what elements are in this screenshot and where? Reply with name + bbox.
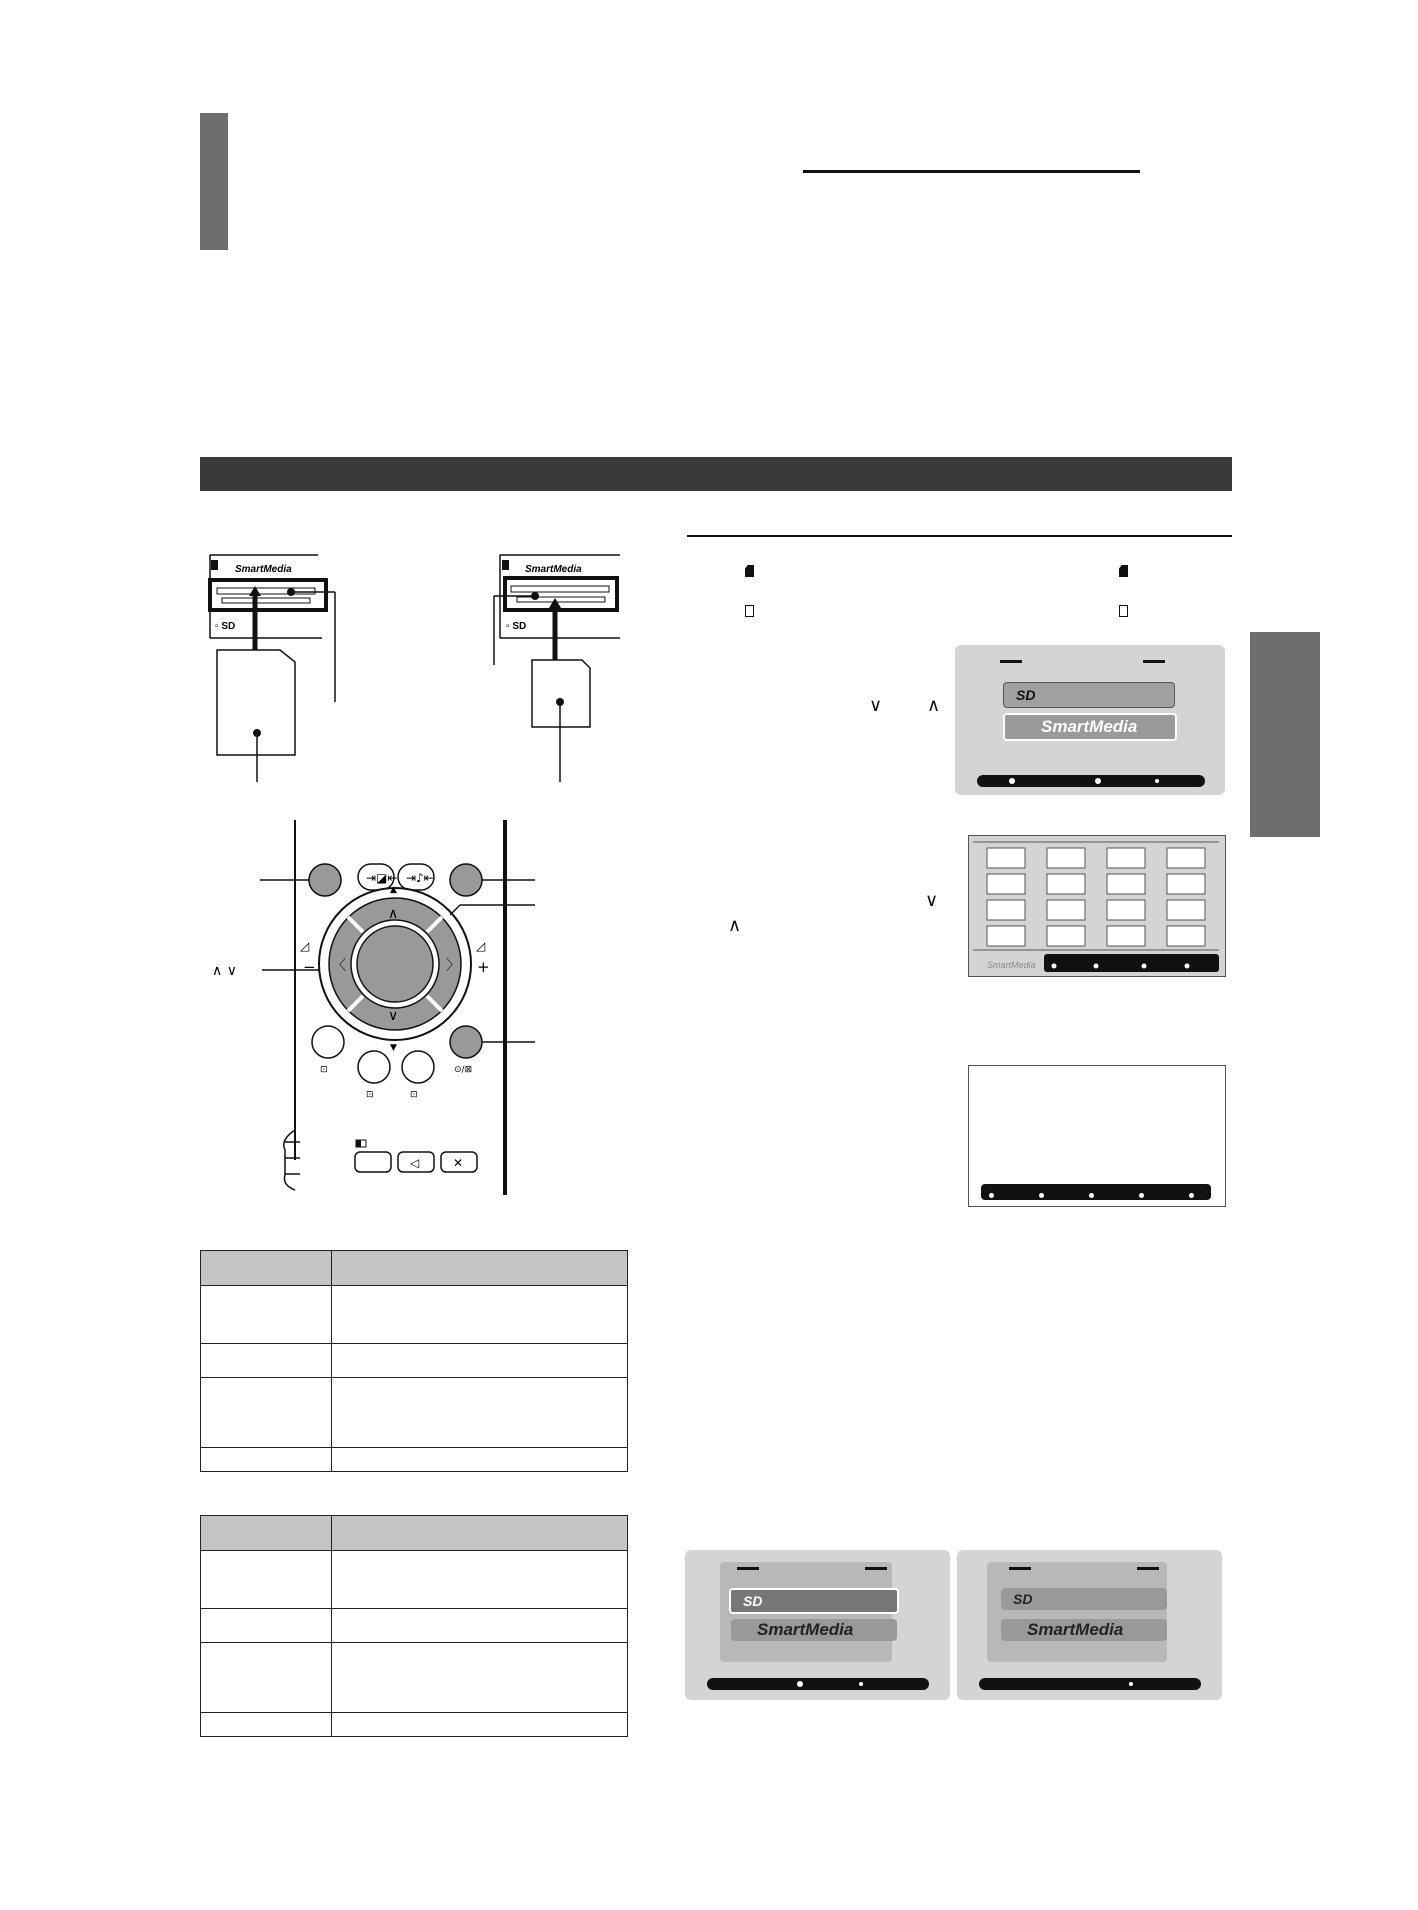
section-header-bar (200, 457, 1232, 491)
title-underline (803, 170, 1140, 173)
up-glyph-1: ∧ (927, 695, 941, 716)
svg-text:⊡: ⊡ (410, 1090, 418, 1100)
down-glyph-2: ∨ (925, 890, 939, 911)
svg-text:▫ SD: ▫ SD (506, 621, 527, 632)
up-glyph-2: ∧ (728, 915, 742, 936)
smartmedia-card-icon-left (745, 565, 754, 577)
remote-control-diagram (210, 820, 550, 1200)
smartmedia-option-dim-2[interactable]: SmartMedia (1001, 1619, 1167, 1641)
svg-text:▼: ▼ (390, 1043, 397, 1053)
svg-text:⊙/⊠: ⊙/⊠ (454, 1065, 473, 1075)
card-slot-diagram-smartmedia (195, 550, 345, 790)
svg-text:⇥◪⇤: ⇥◪⇤ (366, 871, 398, 885)
thumbnail-screen (968, 835, 1226, 977)
card-select-screen (955, 645, 1225, 795)
svg-text:∧: ∧ (388, 906, 399, 922)
svg-text:∨: ∨ (388, 1008, 399, 1024)
subsection-rule (687, 535, 1232, 537)
svg-text:+: + (477, 958, 490, 976)
svg-text:SmartMedia: SmartMedia (235, 564, 292, 575)
card-slot-diagram-sd (480, 550, 630, 790)
svg-text:−: − (303, 958, 316, 976)
smartmedia-card-icon-right (1119, 565, 1128, 577)
svg-text:⇥♪⇤: ⇥♪⇤ (406, 871, 434, 885)
spec-table-2 (200, 1515, 628, 1737)
svg-text:▲: ▲ (390, 885, 397, 895)
svg-text:SmartMedia: SmartMedia (525, 564, 582, 575)
spec-table-1 (200, 1250, 628, 1472)
chapter-tab (200, 113, 228, 250)
sd-card-icon-left (745, 605, 754, 617)
svg-text:SmartMedia: SmartMedia (987, 960, 1036, 970)
side-tab (1250, 632, 1320, 837)
sd-card-icon-right (1119, 605, 1128, 617)
svg-text:⊡: ⊡ (366, 1090, 374, 1100)
svg-text:◿: ◿ (300, 939, 310, 953)
svg-text:◿: ◿ (476, 939, 486, 953)
svg-text:▫ SD: ▫ SD (215, 621, 236, 632)
sd-option-dim[interactable]: SD (1001, 1588, 1167, 1610)
sd-option-selected[interactable]: SD (729, 1588, 899, 1614)
smartmedia-option[interactable]: SmartMedia (1003, 713, 1177, 741)
image-view-screen (968, 1065, 1226, 1207)
down-glyph-1: ∨ (869, 695, 883, 716)
svg-text:⊡: ⊡ (320, 1065, 328, 1075)
smartmedia-option-dim[interactable]: SmartMedia (731, 1619, 897, 1641)
card-select-screen-inactive (957, 1550, 1222, 1700)
svg-text:✕: ✕ (453, 1156, 464, 1170)
svg-text:∧ ∨: ∧ ∨ (212, 963, 237, 979)
sd-option[interactable]: SD (1003, 682, 1175, 708)
card-select-screen-sd-highlight (685, 1550, 950, 1700)
svg-text:〉: 〉 (446, 958, 460, 974)
svg-text:〈: 〈 (332, 958, 346, 974)
svg-text:◁: ◁ (410, 1156, 420, 1170)
